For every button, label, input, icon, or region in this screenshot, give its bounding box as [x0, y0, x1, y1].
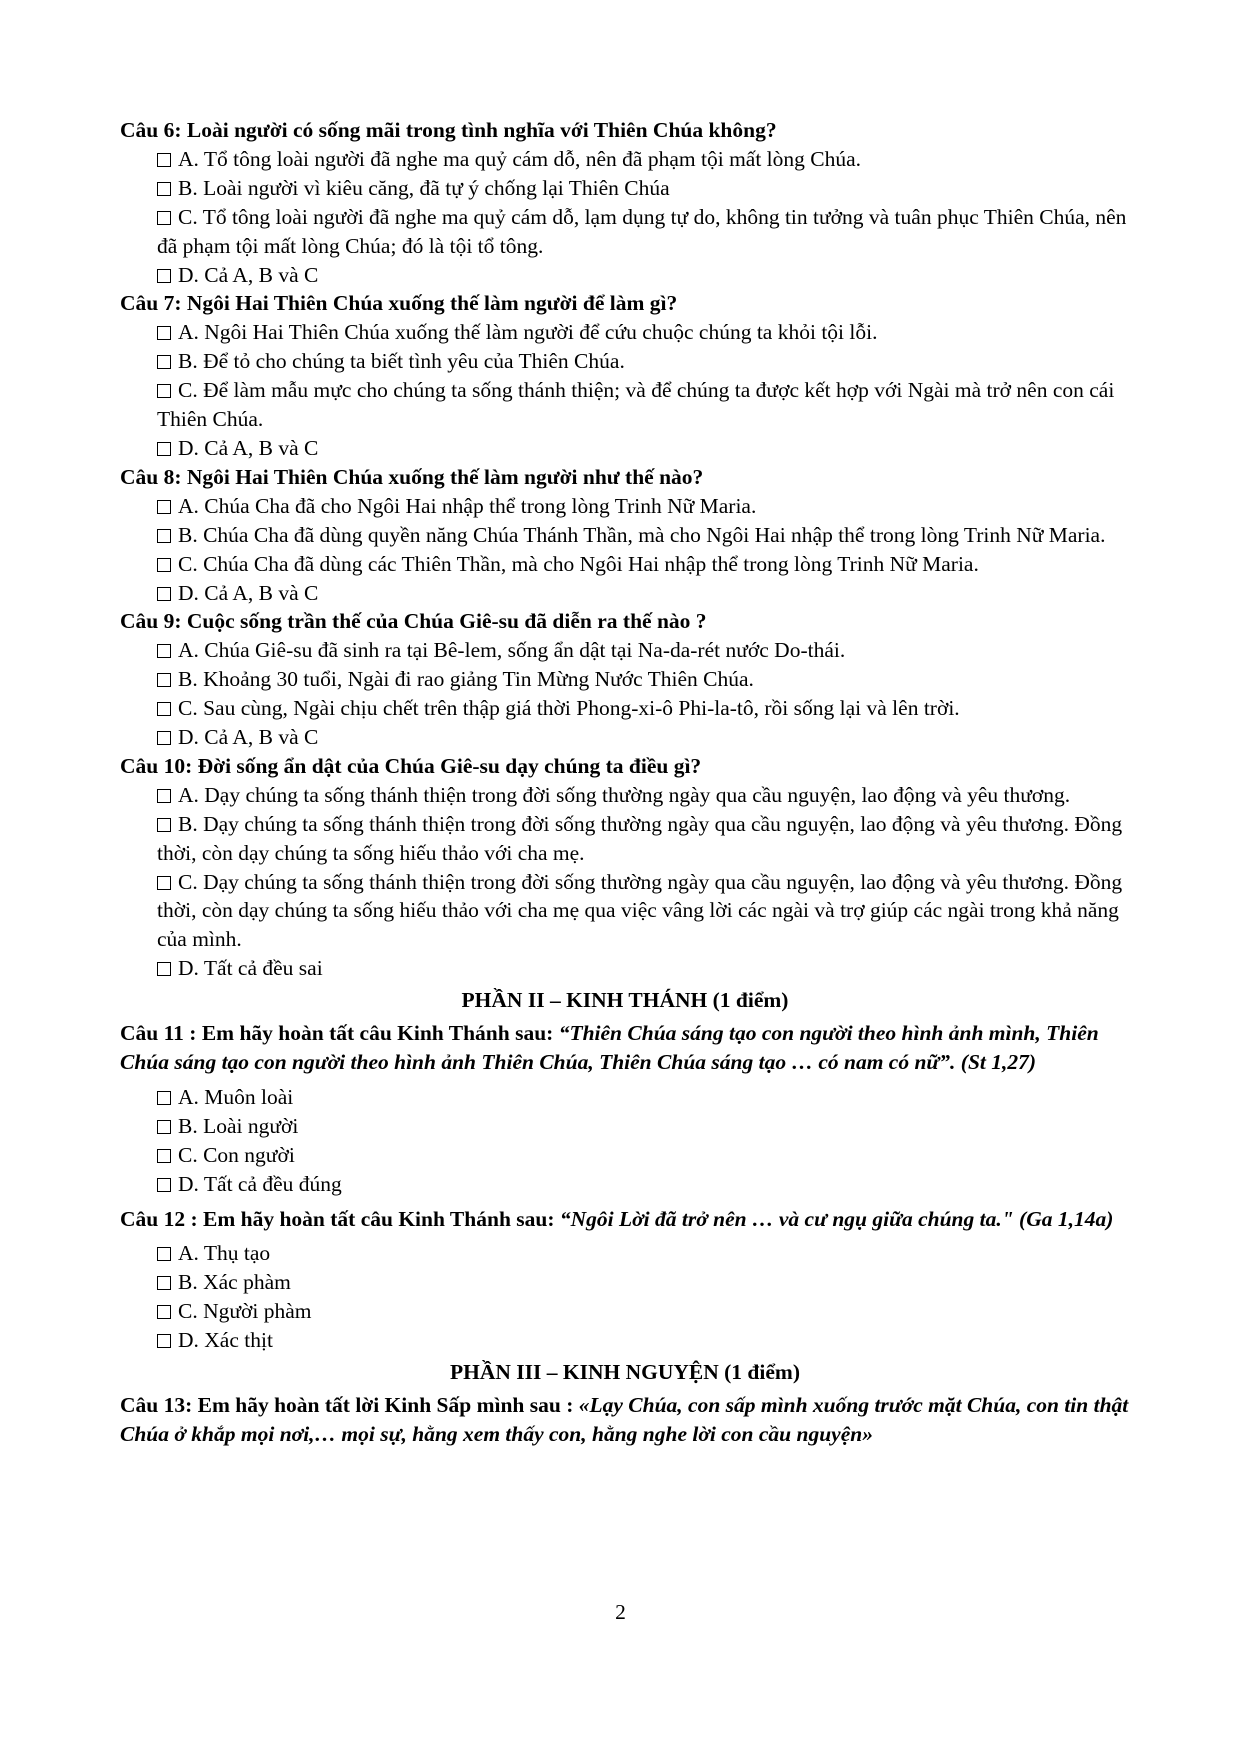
checkbox-icon[interactable] — [157, 1334, 171, 1348]
option-11d[interactable]: D. Tất cả đều đúng — [120, 1170, 1130, 1199]
option-7c[interactable]: C. Để làm mẫu mực cho chúng ta sống thánh thiện; và để chúng ta được kết hợp với Ngài mà trở nên con cái Thiên Chúa. — [157, 378, 1115, 432]
option-7b[interactable]: B. Để tỏ cho chúng ta biết tình yêu của Thiên Chúa. — [120, 347, 1130, 376]
question-6: Câu 6: Loài người có sống mãi trong tình nghĩa với Thiên Chúa không? — [120, 118, 777, 142]
checkbox-icon[interactable] — [157, 211, 171, 225]
option-11c[interactable]: C. Con người — [120, 1141, 1130, 1170]
page-number: 2 — [615, 1600, 626, 1624]
option-6d[interactable]: D. Cả A, B và C — [120, 261, 1130, 290]
option-9d[interactable]: D. Cả A, B và C — [120, 723, 1130, 752]
question-9: Câu 9: Cuộc sống trần thế của Chúa Giê-su đã diễn ra thế nào ? — [120, 609, 707, 634]
checkbox-icon[interactable] — [157, 1120, 171, 1134]
question-12-quote: “Ngôi Lời đã trở nên … và cư ngụ giữa chúng ta." (Ga 1,14a) — [559, 1206, 1114, 1231]
option-7d[interactable]: D. Cả A, B và C — [120, 434, 1130, 463]
option-8d[interactable]: D. Cả A, B và C — [120, 579, 1130, 608]
checkbox-icon[interactable] — [157, 1305, 171, 1319]
checkbox-icon[interactable] — [157, 702, 171, 716]
checkbox-icon[interactable] — [157, 500, 171, 514]
question-13-quote: «Lạy Chúa, con sấp mình xuống trước mặt Chúa, con tin thật Chúa ở khắp mọi nơi,… mọi sự, hằng xem thấy con, hằng nghe lời con cầu nguyện» — [120, 1392, 1129, 1446]
option-12a[interactable]: A. Thụ tạo — [120, 1239, 1130, 1268]
question-11: Câu 11 : Em hãy hoàn tất câu Kinh Thánh sau: “Thiên Chúa sáng tạo con người theo hình ảnh mình, Thiên Chúa sáng tạo con người theo hình ảnh Thiên Chúa, Thiên Chúa sáng tạo … có nam có nữ”. (St 1,27) — [120, 1021, 1099, 1074]
checkbox-icon[interactable] — [157, 1178, 171, 1192]
question-10: Câu 10: Đời sống ẩn dật của Chúa Giê-su dạy chúng ta điều gì? — [120, 753, 702, 778]
option-10d[interactable]: D. Tất cả đều sai — [120, 954, 1130, 983]
option-8c[interactable]: C. Chúa Cha đã dùng các Thiên Thần, mà cho Ngôi Hai nhập thể trong lòng Trinh Nữ Maria. — [120, 550, 1130, 579]
option-11b[interactable]: B. Loài người — [120, 1112, 1130, 1141]
section-3-title: PHẦN III – KINH NGUYỆN (1 điểm) — [450, 1360, 800, 1385]
option-8a[interactable]: A. Chúa Cha đã cho Ngôi Hai nhập thể trong lòng Trinh Nữ Maria. — [120, 492, 1130, 521]
option-12c[interactable]: C. Người phàm — [120, 1297, 1130, 1326]
option-6b[interactable]: B. Loài người vì kiêu căng, đã tự ý chống lại Thiên Chúa — [120, 174, 1130, 203]
checkbox-icon[interactable] — [157, 1149, 171, 1163]
question-13: Câu 13: Em hãy hoàn tất lời Kinh Sấp mình sau : «Lạy Chúa, con sấp mình xuống trước mặt Chúa, con tin thật Chúa ở khắp mọi nơi,… mọi sự, hằng xem thấy con, hằng nghe lời con cầu nguyện» — [120, 1392, 1129, 1446]
option-12d[interactable]: D. Xác thịt — [120, 1326, 1130, 1355]
exam-page — [120, 116, 1130, 1449]
checkbox-icon[interactable] — [157, 644, 171, 658]
checkbox-icon[interactable] — [157, 1091, 171, 1105]
section-2-title: PHẦN II – KINH THÁNH (1 điểm) — [461, 988, 789, 1013]
checkbox-icon[interactable] — [157, 731, 171, 745]
checkbox-icon[interactable] — [157, 1247, 171, 1261]
checkbox-icon[interactable] — [157, 269, 171, 283]
checkbox-icon[interactable] — [157, 153, 171, 167]
option-10a[interactable]: A. Dạy chúng ta sống thánh thiện trong đời sống thường ngày qua cầu nguyện, lao động và yêu thương. — [120, 781, 1130, 810]
option-10b[interactable]: B. Dạy chúng ta sống thánh thiện trong đời sống thường ngày qua cầu nguyện, lao động và yêu thương. Đồng thời, còn dạy chúng ta sống hiếu thảo với cha mẹ. — [157, 811, 1123, 865]
option-8b[interactable]: B. Chúa Cha đã dùng quyền năng Chúa Thánh Thần, mà cho Ngôi Hai nhập thể trong lòng Trinh Nữ Maria. — [120, 521, 1130, 550]
option-7a[interactable]: A. Ngôi Hai Thiên Chúa xuống thế làm người để cứu chuộc chúng ta khỏi tội lỗi. — [120, 318, 1130, 347]
question-8: Câu 8: Ngôi Hai Thiên Chúa xuống thế làm người như thế nào? — [120, 464, 704, 489]
option-9c[interactable]: C. Sau cùng, Ngài chịu chết trên thập giá thời Phong-xi-ô Phi-la-tô, rồi sống lại và lên trời. — [120, 694, 1130, 723]
checkbox-icon[interactable] — [157, 818, 171, 832]
option-9a[interactable]: A. Chúa Giê-su đã sinh ra tại Bê-lem, sống ẩn dật tại Na-da-rét nước Do-thái. — [120, 636, 1130, 665]
checkbox-icon[interactable] — [157, 587, 171, 601]
checkbox-icon[interactable] — [157, 182, 171, 196]
checkbox-icon[interactable] — [157, 442, 171, 456]
option-6c[interactable]: C. Tổ tông loài người đã nghe ma quỷ cám dỗ, lạm dụng tự do, không tin tưởng và tuân phục Thiên Chúa, nên đã phạm tội mất lòng Chúa; đó là tội tổ tông. — [157, 204, 1127, 258]
checkbox-icon[interactable] — [157, 355, 171, 369]
checkbox-icon[interactable] — [157, 673, 171, 687]
option-6a[interactable]: A. Tổ tông loài người đã nghe ma quỷ cám dỗ, nên đã phạm tội mất lòng Chúa. — [120, 145, 1130, 174]
checkbox-icon[interactable] — [157, 1276, 171, 1290]
option-9b[interactable]: B. Khoảng 30 tuổi, Ngài đi rao giảng Tin Mừng Nước Thiên Chúa. — [120, 665, 1130, 694]
checkbox-icon[interactable] — [157, 326, 171, 340]
checkbox-icon[interactable] — [157, 789, 171, 803]
option-11a[interactable]: A. Muôn loài — [120, 1083, 1130, 1112]
checkbox-icon[interactable] — [157, 529, 171, 543]
checkbox-icon[interactable] — [157, 558, 171, 572]
checkbox-icon[interactable] — [157, 876, 171, 890]
checkbox-icon[interactable] — [157, 962, 171, 976]
question-11-quote: “Thiên Chúa sáng tạo con người theo hình ảnh mình, Thiên Chúa sáng tạo con người theo hình ảnh Thiên Chúa, Thiên Chúa sáng tạo … có nam có nữ”. (St 1,27) — [120, 1021, 1099, 1074]
question-7: Câu 7: Ngôi Hai Thiên Chúa xuống thế làm người để làm gì? — [120, 291, 678, 316]
checkbox-icon[interactable] — [157, 384, 171, 398]
question-12: Câu 12 : Em hãy hoàn tất câu Kinh Thánh sau: “Ngôi Lời đã trở nên … và cư ngụ giữa chúng ta." (Ga 1,14a) — [120, 1206, 1114, 1231]
option-10c[interactable]: C. Dạy chúng ta sống thánh thiện trong đời sống thường ngày qua cầu nguyện, lao động và yêu thương. Đồng thời, còn dạy chúng ta sống hiếu thảo với cha mẹ qua việc vâng lời các ngài và trợ giúp các ngài trong khả năng của mình. — [157, 869, 1123, 952]
option-12b[interactable]: B. Xác phàm — [120, 1268, 1130, 1297]
